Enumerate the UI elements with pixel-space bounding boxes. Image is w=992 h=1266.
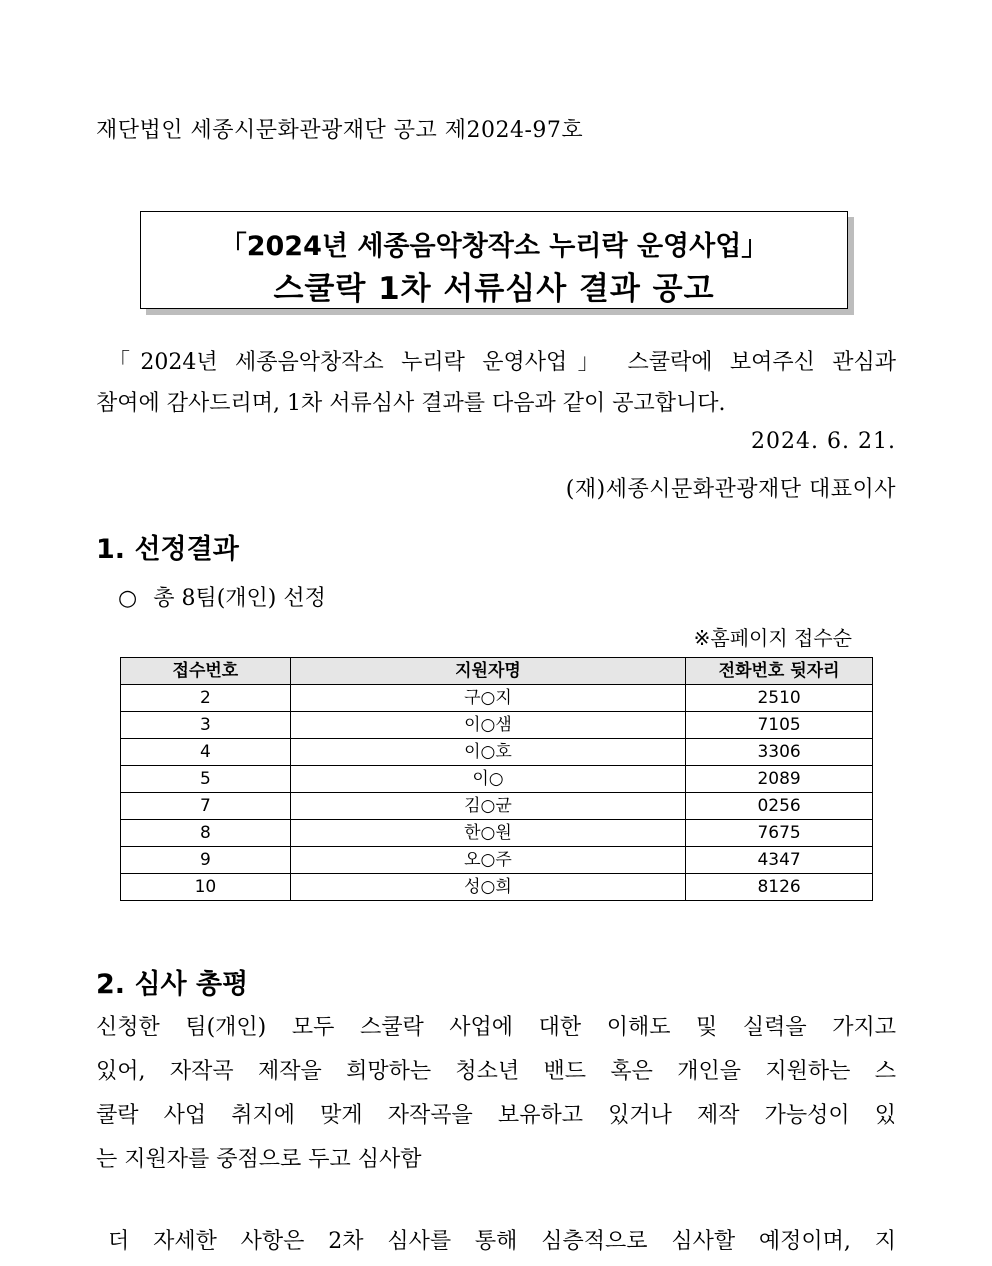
section-2-heading: 2. 심사 총평 — [96, 969, 249, 1000]
further-details-text: 더 자세한 사항은 2차 심사를 통해 심층적으로 심사할 예정이며, 지 — [108, 1229, 896, 1254]
title-box — [140, 211, 848, 309]
phone-digits-cell: 0256 — [686, 793, 873, 820]
receipt-number-cell: 8 — [121, 820, 291, 847]
table-row — [121, 820, 873, 847]
review-line: 있어, 자작곡 제작을 희망하는 청소년 밴드 혹은 개인을 지원하는 스 — [96, 1059, 896, 1084]
table-row — [121, 847, 873, 874]
selection-summary-text: 총 8팀(개인) 선정 — [153, 586, 326, 611]
intro-line-2: 참여에 감사드리며, 1차 서류심사 결과를 다음과 같이 공고합니다. — [96, 391, 726, 416]
notice-date: 2024. 6. 21. — [751, 429, 896, 454]
applicant-name-cell: 이○호 — [290, 739, 685, 766]
receipt-number-cell: 4 — [121, 739, 291, 766]
phone-digits-cell: 3306 — [686, 739, 873, 766]
table-header-row — [121, 658, 873, 685]
title-line-1: 「2024년 세종음악창작소 누리락 운영사업」 — [219, 231, 769, 262]
selection-summary — [118, 581, 326, 612]
receipt-number-cell: 9 — [121, 847, 291, 874]
applicant-name-cell: 이○ — [290, 766, 685, 793]
applicant-name-cell: 구○지 — [290, 685, 685, 712]
phone-digits-cell: 7105 — [686, 712, 873, 739]
header-receipt-number: 접수번호 — [121, 658, 291, 685]
receipt-number-cell: 7 — [121, 793, 291, 820]
table-row — [121, 874, 873, 901]
review-line: 쿨락 사업 취지에 맞게 자작곡을 보유하고 있거나 제작 가능성이 있 — [96, 1103, 896, 1128]
receipt-number-cell: 3 — [121, 712, 291, 739]
receipt-number-cell: 10 — [121, 874, 291, 901]
applicant-name-cell: 한○원 — [290, 820, 685, 847]
header-phone-last-digits: 전화번호 뒷자리 — [686, 658, 873, 685]
header-applicant-name: 지원자명 — [290, 658, 685, 685]
receipt-number-cell: 2 — [121, 685, 291, 712]
applicant-name-cell: 성○희 — [290, 874, 685, 901]
applicant-name-cell: 이○샘 — [290, 712, 685, 739]
table-row — [121, 685, 873, 712]
results-table — [120, 657, 873, 901]
review-line: 신청한 팀(개인) 모두 스쿨락 사업에 대한 이해도 및 실력을 가지고 — [96, 1015, 896, 1040]
section-1-heading: 1. 선정결과 — [96, 534, 239, 565]
circle-bullet-icon: ○ — [118, 586, 138, 611]
phone-digits-cell: 4347 — [686, 847, 873, 874]
title-line-2: 스쿨락 1차 서류심사 결과 공고 — [273, 271, 715, 307]
review-line: 는 지원자를 중점으로 두고 심사함 — [96, 1147, 422, 1172]
table-row — [121, 766, 873, 793]
applicant-name-cell: 오○주 — [290, 847, 685, 874]
applicant-name-cell: 김○균 — [290, 793, 685, 820]
order-note: ※홈페이지 접수순 — [693, 626, 852, 650]
table-row — [121, 712, 873, 739]
phone-digits-cell: 2510 — [686, 685, 873, 712]
table-row — [121, 793, 873, 820]
receipt-number-cell: 5 — [121, 766, 291, 793]
phone-digits-cell: 8126 — [686, 874, 873, 901]
notice-number: 재단법인 세종시문화관광재단 공고 제2024-97호 — [96, 118, 584, 143]
phone-digits-cell: 7675 — [686, 820, 873, 847]
organization-signature: (재)세종시문화관광재단 대표이사 — [565, 477, 896, 502]
table-row — [121, 739, 873, 766]
review-summary — [96, 1006, 896, 1182]
phone-digits-cell: 2089 — [686, 766, 873, 793]
intro-line-1: 「2024년 세종음악창작소 누리락 운영사업」 스쿨락에 보여주신 관심과 — [108, 350, 896, 375]
